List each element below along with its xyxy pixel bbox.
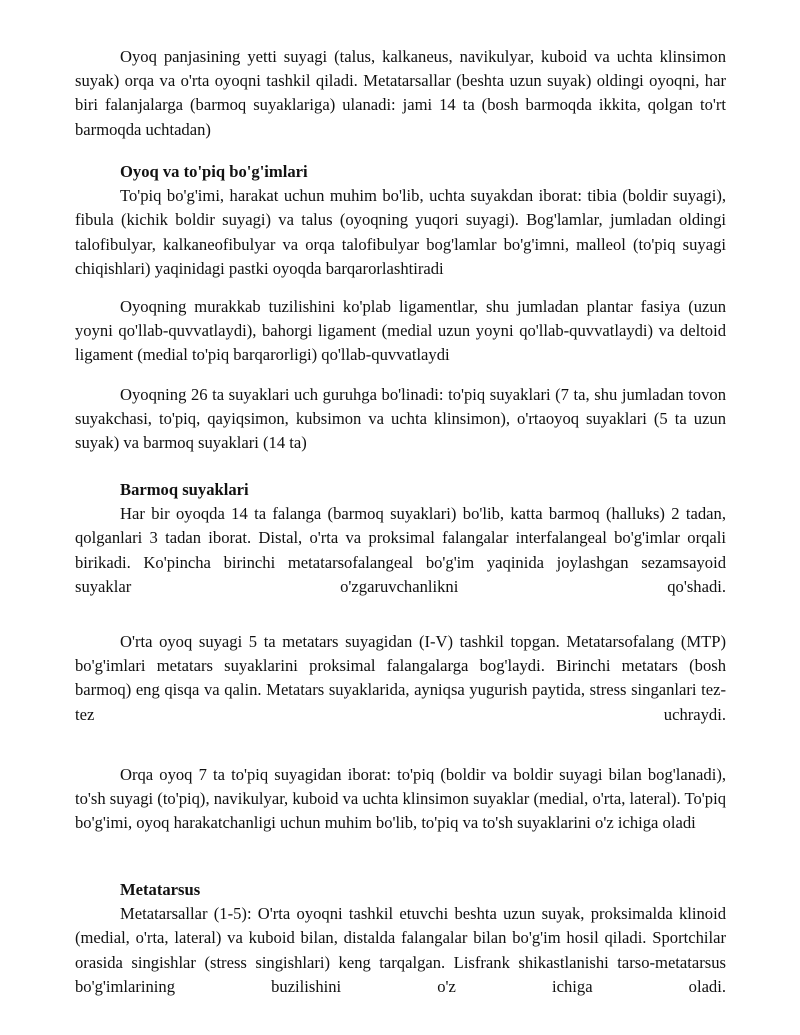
heading-metatarsus: Metatarsus	[120, 880, 201, 899]
paragraph-metatarsals: O'rta oyoq suyagi 5 ta metatars suyagidan (I-V) tashkil topgan. Metatarsofalang (MTP) bo'g'imlari metatars suyaklarini proksimal falangalarga bog'laydi. Birinchi metatars (bosh barmoq) eng qisqa va qalin. Metatars suyaklarida, ayniqsa yugurish paytida, stress singanlari tez-tez uchraydi.	[75, 632, 726, 724]
paragraph-ankle-joint: To'piq bo'g'imi, harakat uchun muhim bo'lib, uchta suyakdan iborat: tibia (boldir suyagi), fibula (kichik boldir suyagi) va talus (oyoqning yuqori suyagi). Bog'lamlar, jumladan oldingi talofibulyar, kalkaneofibulyar va orqa talofibulyar bog'lamlar bo'g'imni, malleol (to'piq suyagi chiqishlari) yaqinidagi pastki oyoqda barqarorlashtiradi	[75, 186, 726, 278]
paragraph-ligaments: Oyoqning murakkab tuzilishini ko'plab ligamentlar, shu jumladan plantar fasiya (uzun yoyni qo'llab-quvvatlaydi), bahorgi ligament (medial uzun yoyni qo'llab-quvvatlaydi) va deltoid ligament (medial to'piq barqarorligi) qo'llab-quvvatlaydi	[75, 297, 726, 365]
paragraph-hindfoot: Orqa oyoq 7 ta to'piq suyagidan iborat: to'piq (boldir va boldir suyagi bilan bog'lanadi), to'sh suyagi (to'piq), navikulyar, kuboid va uchta klinsimon suyaklar (medial, o'rta, lateral). To'piq bo'g'imi, oyoq harakatchanligi uchun muhim bo'lib, to'piq va to'sh suyaklarini o'z ichiga oladi	[75, 765, 726, 833]
paragraph-bone-groups: Oyoqning 26 ta suyaklari uch guruhga bo'linadi: to'piq suyaklari (7 ta, shu jumladan tovon suyakchasi, to'piq, qayiqsimon, kubsimon va uchta klinsimon), o'rtaoyoq suyaklari (5 ta uzun suyak) va barmoq suyaklari (14 ta)	[75, 385, 726, 453]
paragraph-tarsal-overview: Oyoq panjasining yetti suyagi (talus, kalkaneus, navikulyar, kuboid va uchta klinsimon suyak) orqa va o'rta oyoqni tashkil qiladi. Metatarsallar (beshta uzun suyak) oldingi oyoqni, har biri falanjalarga (barmoq suyaklariga) ulanadi: jami 14 ta (bosh barmoqda ikkita, qolgan to'rt barmoqda uchtadan)	[75, 47, 726, 139]
heading-phalanges: Barmoq suyaklari	[120, 480, 249, 499]
heading-foot-ankle-joints: Oyoq va to'piq bo'g'imlari	[120, 162, 308, 181]
paragraph-metatarsus: Metatarsallar (1-5): O'rta oyoqni tashkil etuvchi beshta uzun suyak, proksimalda klinoid (medial, o'rta, lateral) va kuboid bilan, distalda falangalar bilan bo'g'im hosil qiladi. Sportchilar orasida singishlar (stress singishlari) keng tarqalgan. Lisfrank shikastlanishi tarso-metatarsus bo'g'imlarining buzilishini o'z ichiga oladi.	[75, 904, 726, 996]
paragraph-phalanges: Har bir oyoqda 14 ta falanga (barmoq suyaklari) bo'lib, katta barmoq (halluks) 2 tadan, qolganlari 3 tadan iborat. Distal, o'rta va proksimal falangalar interfalangeal bo'g'imlar orqali birikadi. Ko'pincha birinchi metatarsofalangeal bo'g'im yaqinida joylashgan sezamsayoid suyaklar o'zgaruvchanlikni qo'shadi.	[75, 504, 726, 596]
